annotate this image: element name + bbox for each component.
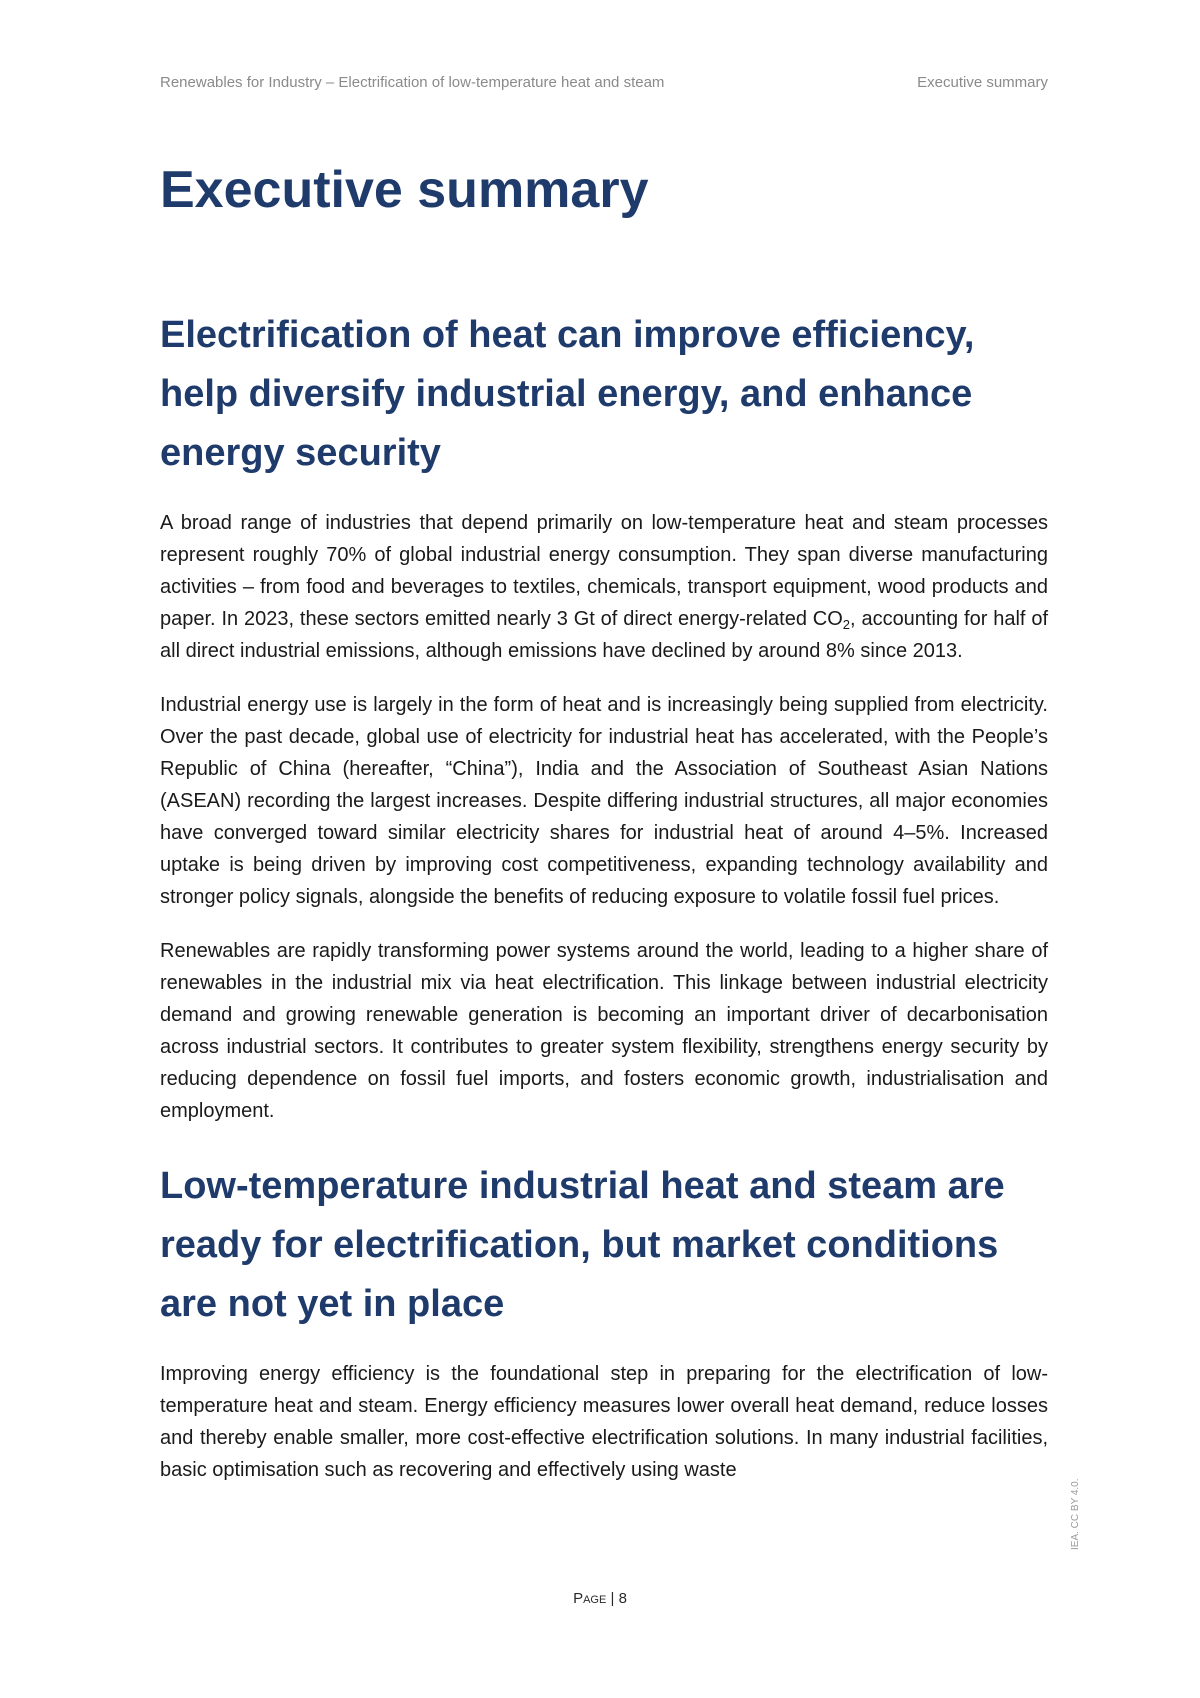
page-title: Executive summary (160, 161, 649, 219)
running-header (160, 74, 1048, 91)
section-electrification-benefits (160, 306, 1048, 1127)
page-footer (0, 1590, 1200, 1607)
paragraph: Renewables are rapidly transforming power systems around the world, leading to a higher share of renewables in the industrial mix via heat electrification. This linkage between industrial electricity demand and growing renewable generation is becoming an important driver of decarbonisation across industrial sectors. It contributes to greater system flexibility, strengthens energy security by reducing dependence on fossil fuel imports, and fosters economic growth, industrialisation and employment. (160, 940, 1048, 1122)
page-number: 8 (618, 1590, 627, 1607)
page-separator: | (610, 1590, 615, 1607)
main-content (160, 306, 1048, 1508)
page-label: Page (573, 1590, 607, 1607)
paragraph-text-tail: , accounting for half of all direct industrial emissions, although emissions have declined by around 8% since 2013. (160, 608, 1048, 662)
license-note: IEA. CC BY 4.0. (1070, 1478, 1081, 1550)
co2-subscript: 2 (842, 617, 851, 632)
paragraph-text: A broad range of industries that depend primarily on low-temperature heat and steam processes represent roughly 70% of global industrial energy consumption. They span diverse manufacturing activities – from food and beverages to textiles, chemicals, transport equipment, wood products and paper. In 2023, these sectors emitted nearly 3 Gt of direct energy-related CO (160, 512, 1048, 630)
running-header-section: Executive summary (917, 74, 1048, 91)
section-heading: Electrification of heat can improve efficiency, help diversify industrial energy, and enhance energy security (160, 314, 975, 474)
paragraph: Industrial energy use is largely in the form of heat and is increasingly being supplied from electricity. Over the past decade, global use of electricity for industrial heat has accelerated, with the People’s Republic of China (hereafter, “China”), India and the Association of Southeast Asian Nations (ASEAN) recording the largest increases. Despite differing industrial structures, all major economies have converged toward similar electricity shares for industrial heat of around 4–5%. Increased uptake is being driven by improving cost competitiveness, expanding technology availability and stronger policy signals, alongside the benefits of reducing exposure to volatile fossil fuel prices. (160, 694, 1048, 908)
running-header-title: Renewables for Industry – Electrification of low-temperature heat and steam (160, 74, 665, 91)
section-market-conditions (160, 1157, 1048, 1486)
section-heading: Low-temperature industrial heat and steam are ready for electrification, but market conditions are not yet in place (160, 1165, 1005, 1325)
paragraph (160, 507, 1048, 667)
paragraph: Improving energy efficiency is the foundational step in preparing for the electrification of low-temperature heat and steam. Energy efficiency measures lower overall heat demand, reduce losses and thereby enable smaller, more cost-effective electrification solutions. In many industrial facilities, basic optimisation such as recovering and effectively using waste (160, 1363, 1048, 1481)
